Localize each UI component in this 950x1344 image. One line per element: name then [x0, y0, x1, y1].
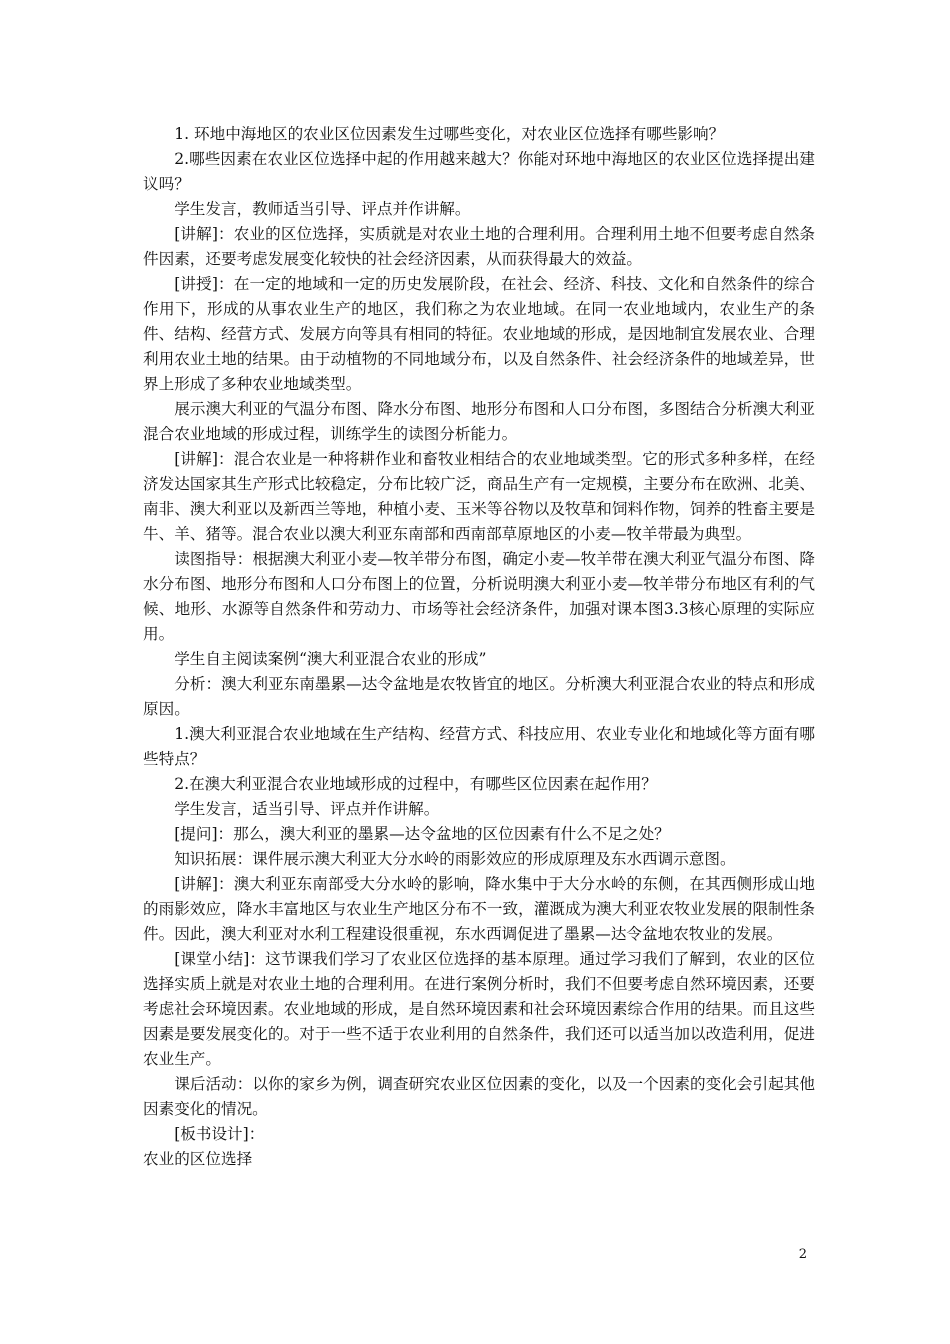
paragraph-homework: 课后活动：以你的家乡为例，调查研究农业区位因素的变化，以及一个因素的变化会引起其他因素变化的情况。	[143, 1075, 815, 1118]
paragraph-explanation-3: [讲解]：澳大利亚东南部受大分水岭的影响，降水集中于大分水岭的东侧，在其西侧形成山地的雨影效应，降水丰富地区与农业生产地区分布不一致，灌溉成为澳大利亚农牧业发展的限制性条件。因此，澳大利亚对水利工程建设很重视，东水西调促进了墨累—达令盆地农牧业的发展。	[143, 875, 815, 943]
paragraph-extension: 知识拓展：课件展示澳大利亚大分水岭的雨影效应的形成原理及东水西调示意图。	[174, 850, 736, 868]
paragraph-map-display: 展示澳大利亚的气温分布图、降水分布图、地形分布图和人口分布图，多图结合分析澳大利亚混合农业地域的形成过程，训练学生的读图分析能力。	[143, 400, 815, 443]
paragraph-map-guide: 读图指导：根据澳大利亚小麦—牧羊带分布图，确定小麦—牧羊带在澳大利亚气温分布图、降水分布图、地形分布图和人口分布图上的位置，分析说明澳大利亚小麦—牧羊带分布地区有利的气候、地形、水源等自然条件和劳动力、市场等社会经济条件，加强对课本图3.3核心原理的实际应用。	[143, 550, 815, 643]
paragraph-lecture: [讲授]：在一定的地域和一定的历史发展阶段，在社会、经济、科技、文化和自然条件的综合作用下，形成的从事农业生产的地区，我们称之为农业地域。在同一农业地域内，农业生产的条件、结构、经营方式、发展方向等具有相同的特征。农业地域的形成，是因地制宜发展农业、合理利用农业土地的结果。由于动植物的不同地域分布，以及自然条件、社会经济条件的地域差异，世界上形成了多种农业地域类型。	[143, 275, 815, 393]
question-1: 1. 环地中海地区的农业区位因素发生过哪些变化，对农业区位选择有哪些影响？	[174, 125, 725, 143]
paragraph-student-speech: 学生发言，适当引导、评点并作讲解。	[174, 800, 440, 818]
question-2: 2.哪些因素在农业区位选择中起的作用越来越大？你能对环地中海地区的农业区位选择提出建议吗？	[143, 150, 815, 193]
analysis-question-2: 2.在澳大利亚混合农业地域形成的过程中，有哪些区位因素在起作用？	[174, 775, 657, 793]
board-title: 农业的区位选择	[143, 1150, 253, 1168]
page-number: 2	[798, 1247, 807, 1262]
paragraph-student-discussion: 学生发言，教师适当引导、评点并作讲解。	[174, 200, 471, 218]
document-body	[143, 122, 815, 1172]
paragraph-question: [提问]：那么，澳大利亚的墨累—达令盆地的区位因素有什么不足之处？	[174, 825, 670, 843]
paragraph-board-design: [板书设计]：	[174, 1125, 265, 1143]
paragraph-case-reading: 学生自主阅读案例“澳大利亚混合农业的形成”	[174, 650, 487, 668]
analysis-question-1: 1.澳大利亚混合农业地域在生产结构、经营方式、科技应用、农业专业化和地域化等方面有哪些特点？	[143, 725, 815, 768]
paragraph-explanation-1: [讲解]：农业的区位选择，实质就是对农业土地的合理利用。合理利用土地不但要考虑自然条件因素，还要考虑发展变化较快的社会经济因素，从而获得最大的效益。	[143, 225, 815, 268]
paragraph-summary: [课堂小结]：这节课我们学习了农业区位选择的基本原理。通过学习我们了解到，农业的区位选择实质上就是对农业土地的合理利用。在进行案例分析时，我们不但要考虑自然环境因素，还要考虑社会环境因素。农业地域的形成，是自然环境因素和社会环境因素综合作用的结果。而且这些因素是要发展变化的。对于一些不适于农业利用的自然条件，我们还可以适当加以改造利用，促进农业生产。	[143, 950, 815, 1068]
paragraph-analysis: 分析：澳大利亚东南墨累—达令盆地是农牧皆宜的地区。分析澳大利亚混合农业的特点和形成原因。	[143, 675, 815, 718]
paragraph-explanation-2: [讲解]：混合农业是一种将耕作业和畜牧业相结合的农业地域类型。它的形式多种多样，在经济发达国家其生产形式比较稳定，分布比较广泛，商品生产有一定规模，主要分布在欧洲、北美、南非、澳大利亚以及新西兰等地，种植小麦、玉米等谷物以及牧草和饲料作物，饲养的牲畜主要是牛、羊、猪等。混合农业以澳大利亚东南部和西南部草原地区的小麦—牧羊带最为典型。	[143, 450, 815, 543]
